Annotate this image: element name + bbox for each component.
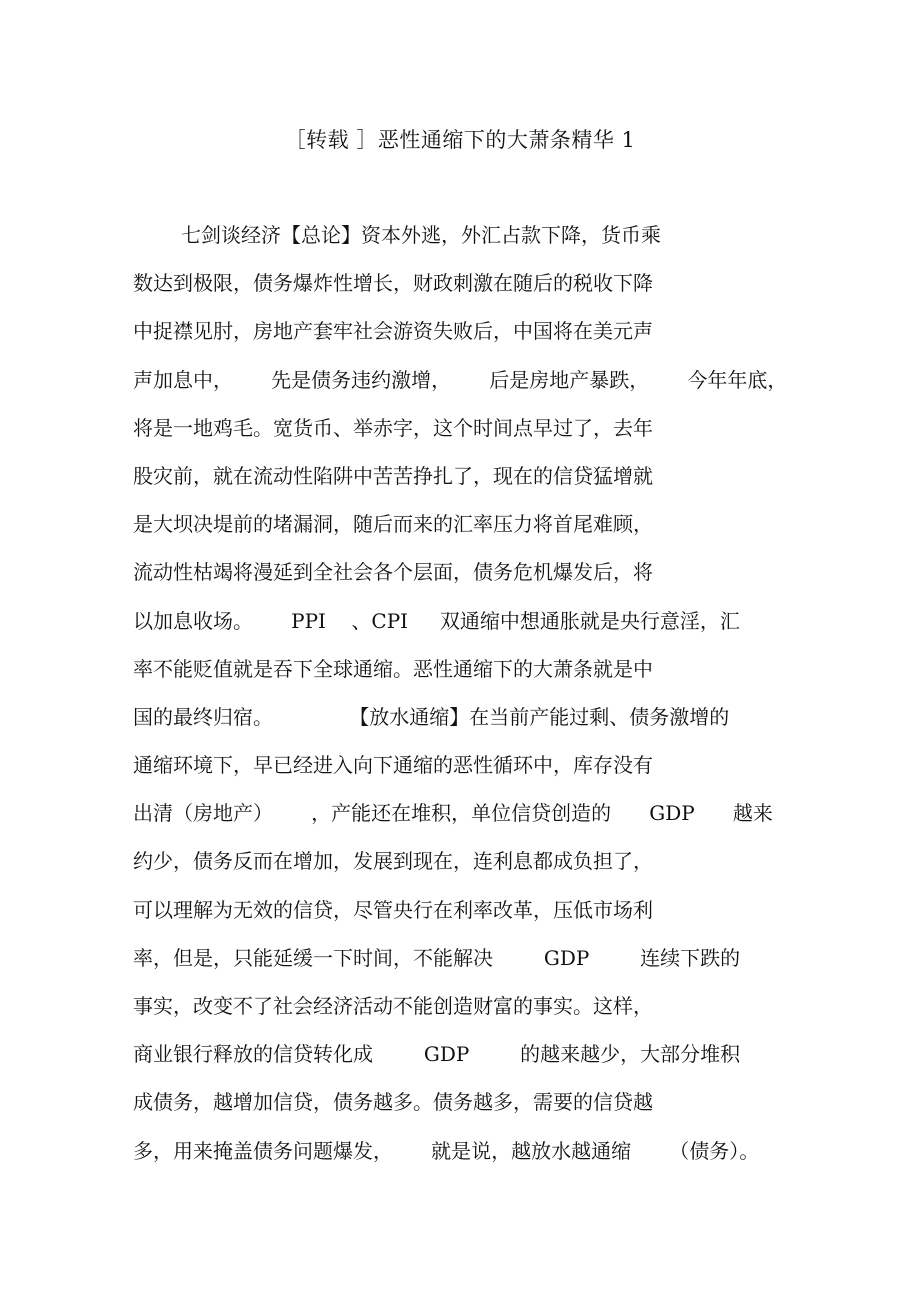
body-line: 通缩环境下，早已经进入向下通缩的恶性循环中，库存没有 bbox=[133, 753, 653, 778]
body-line: 流动性枯竭将漫延到全社会各个层面，债务危机爆发后，将 bbox=[133, 560, 653, 585]
body-line: 股灾前，就在流动性陷阱中苦苦挣扎了，现在的信贷猛增就 bbox=[133, 463, 653, 488]
body-line: 事实，改变不了社会经济活动不能创造财富的事实。这样， bbox=[133, 994, 653, 1018]
body-line: 商业银行释放的信贷转化成 GDP 的越来越少，大部分堆积 bbox=[133, 1042, 741, 1067]
body-line: 约少，债务反而在增加，发展到现在，连利息都成负担了， bbox=[133, 849, 653, 874]
body-line: 数达到极限，债务爆炸性增长，财政刺激在随后的税收下降 bbox=[133, 271, 653, 296]
body-line: 国的最终归宿。 【放水通缩】在当前产能过剩、债务激增的 bbox=[133, 704, 730, 729]
document-body bbox=[133, 215, 788, 1179]
body-line: 七剑谈经济【总论】资本外逃，外汇占款下降，货币乘 bbox=[181, 223, 661, 247]
body-line: 中捉襟见肘，房地产套牢社会游资失败后，中国将在美元声 bbox=[133, 319, 653, 344]
body-line: 声加息中， 先是债务违约激增， 后是房地产暴跌， 今年年底， bbox=[133, 367, 788, 392]
body-line: 可以理解为无效的信贷，尽管央行在利率改革，压低市场利 bbox=[133, 897, 653, 922]
document-title: ［转载 ］恶性通缩下的大萧条精华 1 bbox=[284, 128, 636, 152]
body-line: 多，用来掩盖债务问题爆发， 就是说，越放水越通缩 （债务）。 bbox=[133, 1138, 760, 1163]
body-line: 率不能贬值就是吞下全球通缩。恶性通缩下的大萧条就是中 bbox=[133, 656, 653, 681]
body-line: 出清（房地产） ，产能还在堆积，单位信贷创造的 GDP 越来 bbox=[133, 801, 773, 826]
body-line: 成债务，越增加信贷，债务越多。债务越多，需要的信贷越 bbox=[133, 1090, 653, 1115]
body-line: 率，但是，只能延缓一下时间，不能解决 GDP 连续下跌的 bbox=[133, 945, 741, 970]
body-line: 以加息收场。 PPI 、CPI 双通缩中想通胀就是央行意淫，汇 bbox=[133, 608, 740, 633]
body-line: 是大坝决堤前的堵漏洞，随后而来的汇率压力将首尾难顾， bbox=[133, 512, 653, 537]
body-line: 将是一地鸡毛。宽货币、举赤字，这个时间点早过了，去年 bbox=[133, 415, 653, 440]
